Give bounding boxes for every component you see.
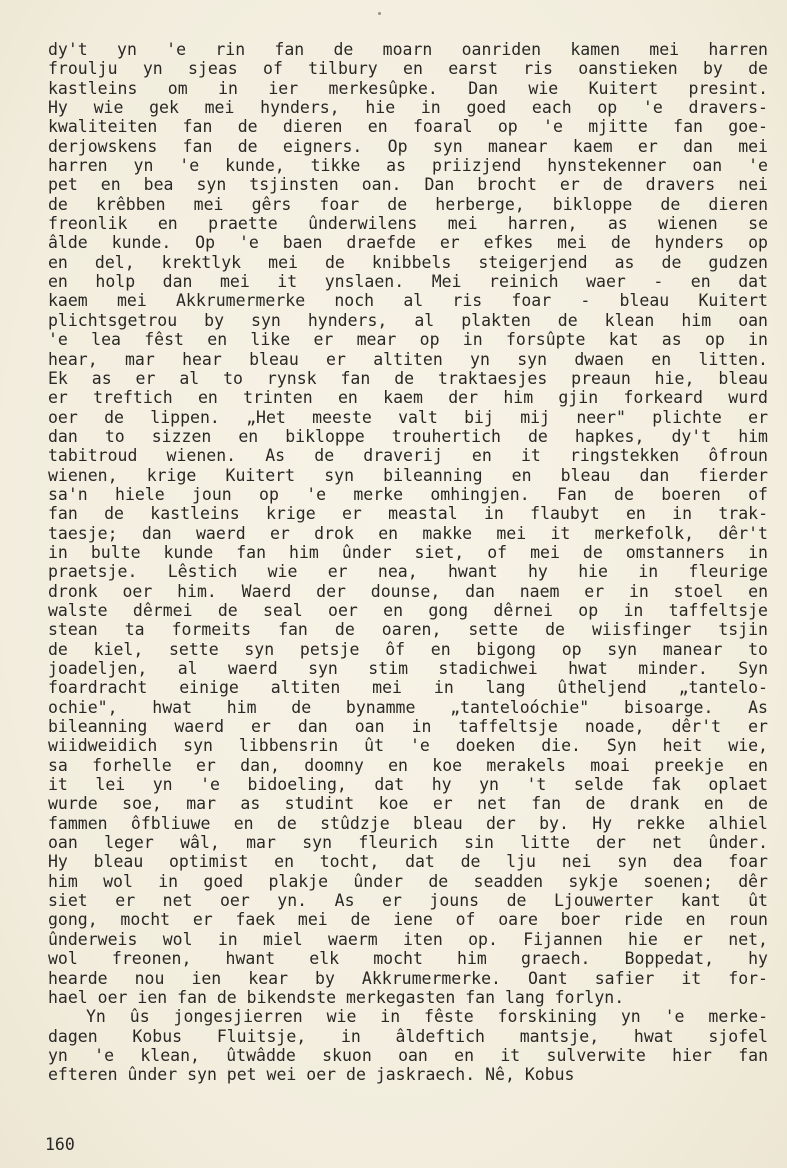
text-line: tabitroud wienen. As de draverij en it ringstekken ôfroun [48, 446, 768, 466]
paragraph-1 [48, 40, 768, 1007]
text-line: wol freonen, hwant elk mocht him graech. Boppedat, hy [48, 949, 768, 969]
text-line: er treftich en trinten en kaem der him gjin forkeard wurd [48, 388, 768, 408]
text-line: froulju yn sjeas of tilbury en earst ris oanstieken by de [48, 59, 768, 79]
text-line: pet en bea syn tsjinsten oan. Dan brocht er de dravers nei [48, 175, 768, 195]
text-line: stean ta formeits fan de oaren, sette de wiisfinger tsjin [48, 620, 768, 640]
text-line: joadeljen, al waerd syn stim stadichwei hwat minder. Syn [48, 659, 768, 678]
text-line: freonlik en praette ûnderwilens mei harren, as wienen se [48, 214, 768, 234]
text-line: hearde nou ien kear by Akkrumermerke. Oant safier it for- [48, 968, 768, 988]
text-line: oer de lippen. „Het meeste valt bij mij neer" plichte er [48, 407, 768, 427]
text-line: de krêbben mei gêrs foar de herberge, bikloppe de dieren [48, 194, 768, 214]
text-line: fammen ôfbliuwe en de stûdzje bleau der by. Hy rekke alhiel [48, 813, 768, 833]
text-line: Hy bleau optimist en tocht, dat de lju nei syn dea foar [48, 852, 768, 872]
text-line: plichtsgetrou by syn hynders, al plakten de klean him oan [48, 310, 768, 330]
text-line: oan leger wâl, mar syn fleurich sin litte der net ûnder. [48, 833, 768, 853]
text-line: en del, krektlyk mei de knibbels steigerjend as de gudzen [48, 252, 768, 272]
text-line: âlde kunde. Op 'e baen draefde er efkes mei de hynders op [48, 233, 768, 253]
text-line: foardracht einige altiten mei in lang ûtheljend „tantelo- [48, 678, 768, 698]
text-line: bileanning waerd er dan oan in taffeltsje noade, dêr't er [48, 717, 768, 737]
text-line: siet er net oer yn. As er jouns de Ljouwerter kant ût [48, 891, 768, 911]
text-line: en holp dan mei it ynslaen. Mei reinich waer - en dat [48, 272, 768, 292]
text-line: dy't yn 'e rin fan de moarn oanriden kamen mei harren [48, 40, 768, 59]
text-line: de kiel, sette syn petsje ôf en bigong op syn manear to [48, 639, 768, 659]
text-line: walste dêrmei de seal oer en gong dêrnei op in taffeltsje [48, 600, 768, 620]
text-line: sa'n hiele joun op 'e merke omhingjen. Fan de boeren of [48, 484, 768, 504]
text-line: wurde soe, mar as studint koe er net fan de drank en de [48, 794, 768, 814]
text-line: fan de kastleins krige er meastal in flaubyt en in trak- [48, 504, 768, 524]
text-line: gong, mocht er faek mei de iene of oare boer ride en roun [48, 910, 768, 930]
text-line: Ek as er al to rynsk fan de traktaesjes preaun hie, bleau [48, 368, 768, 388]
text-line: hear, mar hear bleau er altiten yn syn dwaen en litten. [48, 349, 768, 369]
text-line: ûnderweis wol in miel waerm iten op. Fijannen hie er net, [48, 929, 768, 949]
text-line: 'e lea fêst en like er mear op in forsûpte kat as op in [48, 330, 768, 350]
text-line: taesje; dan waerd er drok en makke mei it merkefolk, dêr't [48, 523, 768, 543]
text-line: harren yn 'e kunde, tikke as priizjend hynstekenner oan 'e [48, 156, 768, 176]
text-line: yn 'e klean, ûtwâdde skuon oan en it sulverwite hier fan [48, 1045, 768, 1065]
text-line: efteren ûnder syn pet wei oer de jaskraech. Nê, Kobus [48, 1065, 575, 1085]
text-line: in bulte kunde fan him ûnder siet, of mei de omstanners in [48, 542, 768, 562]
text-line: Hy wie gek mei hynders, hie in goed each op 'e dravers- [48, 98, 768, 118]
text-line: dan to sizzen en bikloppe trouhertich de hapkes, dy't him [48, 426, 768, 446]
text-line: kaem mei Akkrumermerke noch al ris foar - bleau Kuitert [48, 291, 768, 311]
text-line: it lei yn 'e bidoeling, dat hy yn 't selde fak oplaet [48, 775, 768, 795]
text-line: praetsje. Lêstich wie er nea, hwant hy hie in fleurige [48, 562, 768, 582]
text-line: kwaliteiten fan de dieren en foaral op 'e mjitte fan goe- [48, 117, 768, 137]
text-line: sa forhelle er dan, doomny en koe merakels moai preekje en [48, 755, 768, 775]
page-number: 160 [45, 1135, 75, 1154]
text-line: wiidweidich syn libbensrin ût 'e doeken die. Syn heit wie, [48, 736, 768, 756]
text-line: derjowskens fan de eigners. Op syn manear kaem er dan mei [48, 136, 768, 156]
body-text [48, 40, 768, 1085]
text-line: dagen Kobus Fluitsje, in âldeftich mantsje, hwat sjofel [48, 1026, 768, 1046]
paragraph-2 [48, 1007, 768, 1084]
text-line: Yn ûs jongesjierren wie in fêste forskining yn 'e merke- [86, 1007, 768, 1027]
text-line: wienen, krige Kuitert syn bileanning en bleau dan fierder [48, 465, 768, 485]
paper-speck [378, 12, 381, 15]
text-line: him wol in goed plakje ûnder de seadden sykje soenen; dêr [48, 871, 768, 891]
text-line: ochie", hwat him de bynamme „tanteloóchie" bisoarge. As [48, 697, 768, 717]
text-line: kastleins om in ier merkesûpke. Dan wie Kuitert presint. [48, 78, 768, 98]
text-line: hael oer ien fan de bikendste merkegasten fan lang forlyn. [48, 987, 625, 1007]
text-line: dronk oer him. Waerd der dounse, dan naem er in stoel en [48, 581, 768, 601]
